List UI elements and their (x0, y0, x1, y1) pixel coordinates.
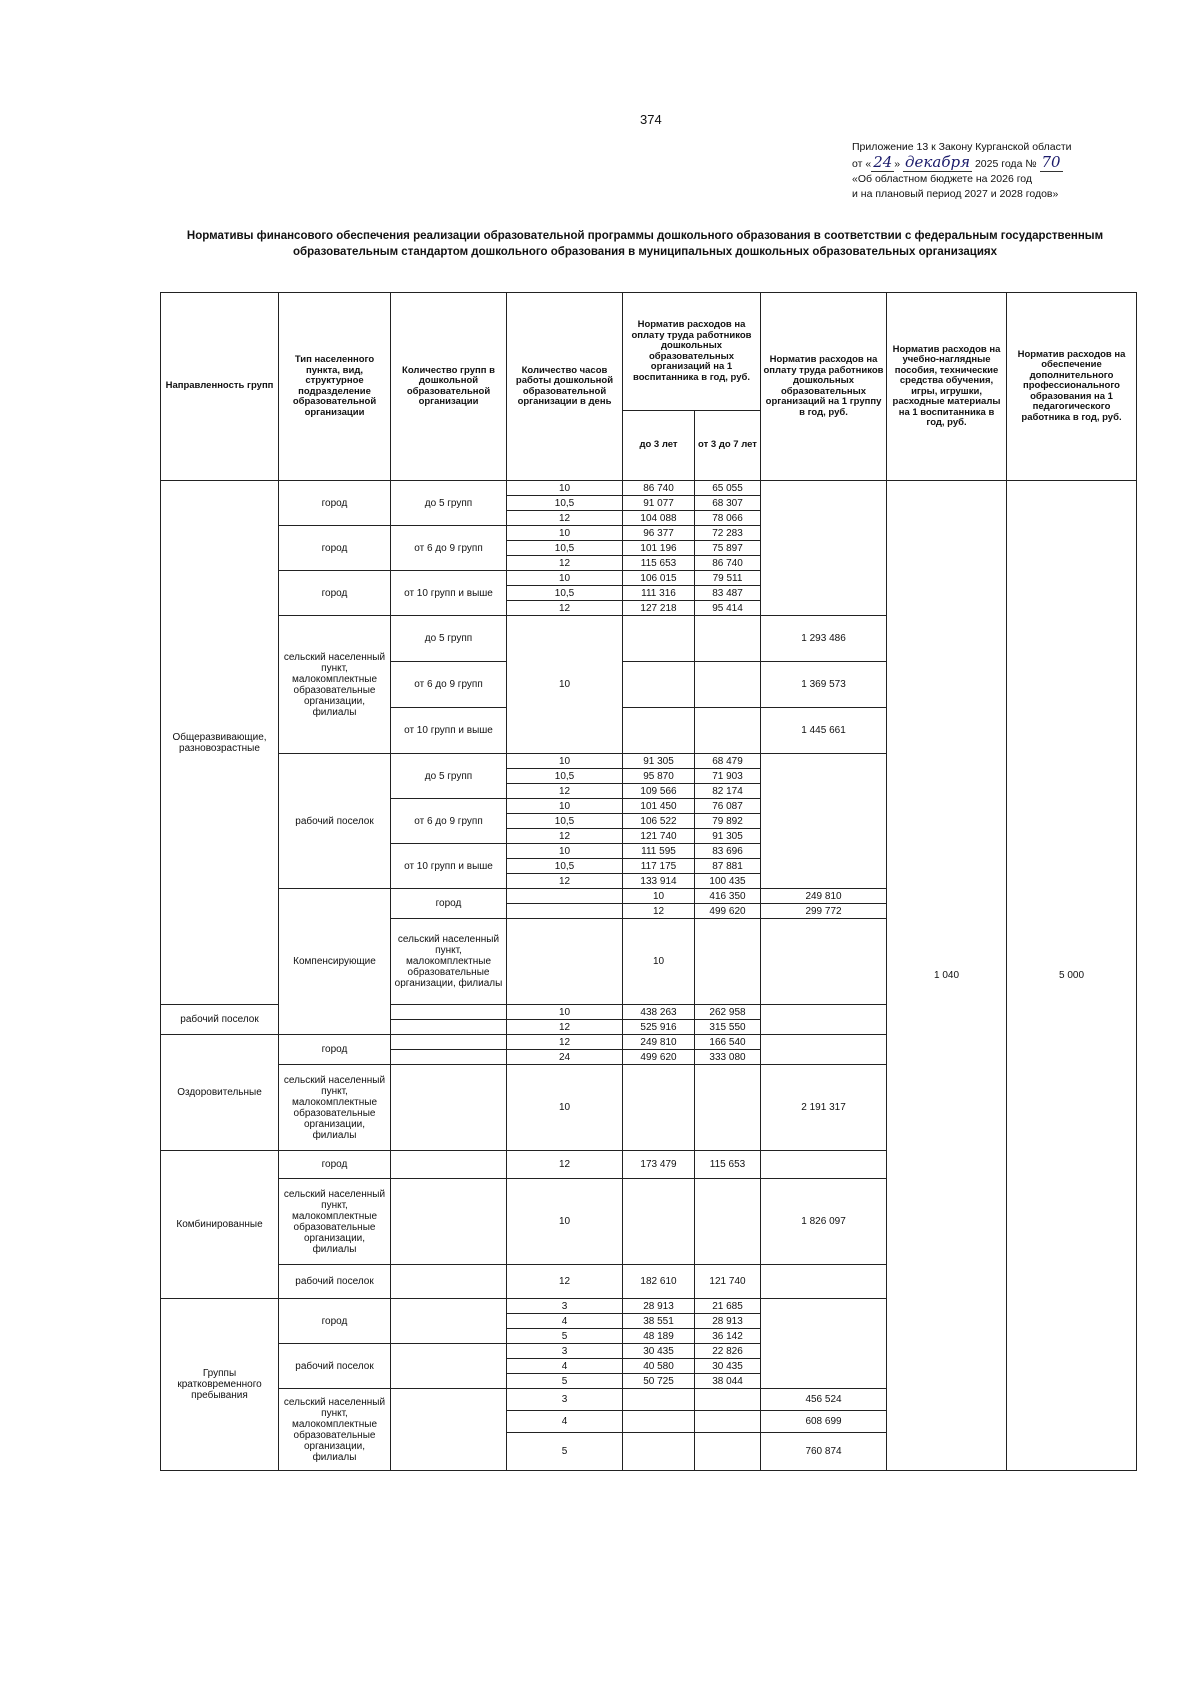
groups-empty (507, 904, 623, 919)
hours-cell: 3 (507, 1389, 623, 1411)
from3-cell: 78 066 (695, 511, 761, 526)
from3-empty (695, 1433, 761, 1471)
under3-empty (623, 1389, 695, 1411)
from3-cell: 262 958 (695, 1005, 761, 1020)
hours-cell: 3 (507, 1299, 623, 1314)
norms-table (160, 292, 1137, 1471)
per-group-empty (761, 1005, 887, 1035)
from3-cell: 86 740 (695, 556, 761, 571)
hours-cell: 12 (507, 1035, 623, 1050)
hours-cell: 10 (507, 844, 623, 859)
per-group-empty (761, 1151, 887, 1179)
hours-cell: 10 (507, 481, 623, 496)
from3-cell: 115 653 (695, 1151, 761, 1179)
hours-cell: 4 (507, 1411, 623, 1433)
from3-empty (695, 1411, 761, 1433)
per-group-empty (761, 481, 887, 616)
direction-combined: Комбинированные (161, 1151, 279, 1299)
from3-cell: 82 174 (695, 784, 761, 799)
hours-cell: 12 (507, 1265, 623, 1299)
under3-empty (623, 1433, 695, 1471)
groups-empty (391, 1344, 507, 1389)
per-group-cell: 2 191 317 (761, 1065, 887, 1151)
groups-empty (507, 919, 623, 1005)
from3-cell: 95 414 (695, 601, 761, 616)
under3-cell: 40 580 (623, 1359, 695, 1374)
settlement-rural: сельский населенный пункт, малокомплектные образовательные организации, филиалы (279, 1179, 391, 1265)
from3-cell: 87 881 (695, 859, 761, 874)
header-under-3: до 3 лет (623, 411, 695, 481)
from3-cell: 28 913 (695, 1314, 761, 1329)
under3-cell: 38 551 (623, 1314, 695, 1329)
handwritten-number: 70 (1041, 153, 1061, 171)
from3-cell: 166 540 (695, 1035, 761, 1050)
under3-cell: 182 610 (623, 1265, 695, 1299)
per-group-cell: 1 293 486 (761, 616, 887, 662)
from3-cell: 72 283 (695, 526, 761, 541)
from3-cell: 91 305 (695, 829, 761, 844)
hours-cell: 12 (507, 784, 623, 799)
under3-cell: 249 810 (623, 1035, 695, 1050)
hours-cell: 12 (507, 511, 623, 526)
under3-cell: 95 870 (623, 769, 695, 784)
groups-empty (391, 1265, 507, 1299)
per-group-empty (761, 1299, 887, 1389)
hours-cell: 24 (507, 1050, 623, 1065)
header-per-group: Норматив расходов на оплату труда работников дошкольных образовательных организаций на 1 группу в год, руб. (761, 293, 887, 481)
from3-cell: 36 142 (695, 1329, 761, 1344)
direction-health: Оздоровительные (161, 1035, 279, 1151)
hours-cell: 5 (507, 1374, 623, 1389)
from3-cell: 71 903 (695, 769, 761, 784)
hours-cell: 10,5 (507, 769, 623, 784)
header-additional-ed: Норматив расходов на обеспечение дополнительного профессионального образования на 1 педагогического работника в год, руб. (1007, 293, 1137, 481)
hours-cell: 10,5 (507, 496, 623, 511)
under3-cell: 106 522 (623, 814, 695, 829)
header-3-to-7: от 3 до 7 лет (695, 411, 761, 481)
under3-cell: 91 077 (623, 496, 695, 511)
groups-empty (391, 1151, 507, 1179)
from3-cell: 333 080 (695, 1050, 761, 1065)
header-hours: Количество часов работы дошкольной образовательной организации в день (507, 293, 623, 481)
from3-cell: 22 826 (695, 1344, 761, 1359)
appendix-line-4: и на плановый период 2027 и 2028 годов» (852, 188, 1059, 200)
under3-cell: 115 653 (623, 556, 695, 571)
appendix-header (852, 140, 1072, 202)
hours-cell: 10,5 (507, 859, 623, 874)
additional-ed-value: 5 000 (1007, 481, 1137, 1471)
groups-empty (391, 1005, 507, 1020)
under3-cell: 30 435 (623, 1344, 695, 1359)
from3-empty (695, 616, 761, 662)
hours-cell: 10 (507, 1065, 623, 1151)
hours-cell: 10 (507, 754, 623, 769)
under3-empty (623, 616, 695, 662)
handwritten-month: декабря (905, 153, 971, 171)
hours-cell: 3 (507, 1344, 623, 1359)
per-group-empty (761, 1035, 887, 1065)
direction-short-stay: Группы кратковременного пребывания (161, 1299, 279, 1471)
from3-cell: 249 810 (761, 889, 887, 904)
direction-general: Общеразвивающие, разновозрастные (161, 481, 279, 1005)
under3-empty (623, 1179, 695, 1265)
under3-cell: 109 566 (623, 784, 695, 799)
hours-cell: 10 (507, 616, 623, 754)
under3-empty (623, 1065, 695, 1151)
from3-cell: 79 511 (695, 571, 761, 586)
from3-cell: 100 435 (695, 874, 761, 889)
under3-cell: 48 189 (623, 1329, 695, 1344)
header-direction: Направленность групп (161, 293, 279, 481)
hours-cell: 10,5 (507, 586, 623, 601)
groups-empty (391, 1065, 507, 1151)
under3-cell: 133 914 (623, 874, 695, 889)
groups-empty (507, 889, 623, 904)
from3-cell: 83 487 (695, 586, 761, 601)
settlement-city: город (279, 1035, 391, 1065)
per-group-cell: 1 445 661 (761, 708, 887, 754)
under3-empty (623, 662, 695, 708)
hours-cell: 12 (507, 829, 623, 844)
groups-10plus: от 10 групп и выше (391, 708, 507, 754)
hours-cell: 12 (623, 904, 695, 919)
settlement-city: город (391, 889, 507, 919)
under3-empty (623, 1411, 695, 1433)
groups-10plus: от 10 групп и выше (391, 571, 507, 616)
under3-empty (695, 919, 761, 1005)
groups-to5: до 5 групп (391, 616, 507, 662)
under3-cell: 104 088 (623, 511, 695, 526)
groups-empty (391, 1389, 507, 1471)
settlement-city: город (279, 1151, 391, 1179)
from3-cell: 65 055 (695, 481, 761, 496)
settlement-village: рабочий поселок (279, 1344, 391, 1389)
settlement-city: город (279, 571, 391, 616)
from3-cell: 68 479 (695, 754, 761, 769)
hours-cell: 12 (507, 601, 623, 616)
from3-cell: 121 740 (695, 1265, 761, 1299)
groups-6to9: от 6 до 9 групп (391, 526, 507, 571)
groups-to5: до 5 групп (391, 481, 507, 526)
under3-cell: 101 450 (623, 799, 695, 814)
settlement-rural: сельский населенный пункт, малокомплектные образовательные организации, филиалы (279, 1389, 391, 1471)
settlement-city: город (279, 526, 391, 571)
from3-cell: 21 685 (695, 1299, 761, 1314)
under3-cell: 50 725 (623, 1374, 695, 1389)
under3-cell: 499 620 (623, 1050, 695, 1065)
from3-empty (761, 919, 887, 1005)
appendix-line-1: Приложение 13 к Закону Курганской области (852, 141, 1072, 153)
header-settlement: Тип населенного пункта, вид, структурное подразделение образовательной организации (279, 293, 391, 481)
from3-cell: 315 550 (695, 1020, 761, 1035)
header-groups: Количество групп в дошкольной образовательной организации (391, 293, 507, 481)
groups-empty (391, 1050, 507, 1065)
under3-cell: 127 218 (623, 601, 695, 616)
settlement-village: рабочий поселок (161, 1005, 279, 1035)
from3-empty (695, 1389, 761, 1411)
groups-6to9: от 6 до 9 групп (391, 799, 507, 844)
header-teaching-aids: Норматив расходов на учебно-наглядные пособия, технические средства обучения, игры, игрушки, расходные материалы на 1 воспитанника в год, руб. (887, 293, 1007, 481)
from3-empty (695, 1179, 761, 1265)
from3-cell: 83 696 (695, 844, 761, 859)
appendix-line-3: «Об областном бюджете на 2026 год (852, 173, 1033, 185)
hours-cell: 12 (507, 1151, 623, 1179)
settlement-city: город (279, 1299, 391, 1344)
under3-cell: 111 316 (623, 586, 695, 601)
under3-cell: 499 620 (695, 904, 761, 919)
per-group-cell: 760 874 (761, 1433, 887, 1471)
groups-6to9: от 6 до 9 групп (391, 662, 507, 708)
from3-cell: 76 087 (695, 799, 761, 814)
document-title: Нормативы финансового обеспечения реализации образовательной программы дошкольного образования в соответствии с федеральным государственным образовательным стандартом дошкольного образования в муниципальных дошкольных образовательных организациях (186, 230, 1104, 258)
handwritten-day: 24 (873, 153, 893, 171)
direction-compensating: Компенсирующие (279, 889, 391, 1035)
hours-cell: 4 (507, 1359, 623, 1374)
settlement-rural: сельский населенный пункт, малокомплектные образовательные организации, филиалы (391, 919, 507, 1005)
groups-empty (391, 1299, 507, 1344)
under3-cell: 525 916 (623, 1020, 695, 1035)
settlement-village: рабочий поселок (279, 1265, 391, 1299)
hours-cell: 12 (507, 556, 623, 571)
under3-cell: 86 740 (623, 481, 695, 496)
groups-10plus: от 10 групп и выше (391, 844, 507, 889)
hours-cell: 12 (507, 874, 623, 889)
under3-cell: 101 196 (623, 541, 695, 556)
groups-empty (391, 1035, 507, 1050)
hours-cell: 10 (507, 1179, 623, 1265)
settlement-rural: сельский населенный пункт, малокомплектные образовательные организации, филиалы (279, 1065, 391, 1151)
from3-cell: 30 435 (695, 1359, 761, 1374)
groups-empty (391, 1179, 507, 1265)
from3-cell: 38 044 (695, 1374, 761, 1389)
hours-cell: 10,5 (507, 541, 623, 556)
hours-cell: 12 (507, 1020, 623, 1035)
hours-cell: 10 (623, 889, 695, 904)
per-group-cell: 1 369 573 (761, 662, 887, 708)
teaching-aids-value: 1 040 (887, 481, 1007, 1471)
hours-cell: 10 (623, 919, 695, 1005)
from3-empty (695, 1065, 761, 1151)
under3-cell: 117 175 (623, 859, 695, 874)
settlement-rural: сельский населенный пункт, малокомплектные образовательные организации, филиалы (279, 616, 391, 754)
settlement-city: город (279, 481, 391, 526)
under3-cell: 121 740 (623, 829, 695, 844)
hours-cell: 10,5 (507, 814, 623, 829)
appendix-line-2: от « 24 » декабря 2025 года № 70 (852, 153, 1061, 171)
per-group-empty (761, 754, 887, 889)
from3-empty (695, 708, 761, 754)
hours-cell: 5 (507, 1329, 623, 1344)
per-group-cell: 456 524 (761, 1389, 887, 1411)
page-number: 374 (640, 112, 662, 127)
hours-cell: 10 (507, 1005, 623, 1020)
hours-cell: 10 (507, 571, 623, 586)
under3-cell: 416 350 (695, 889, 761, 904)
hours-cell: 10 (507, 799, 623, 814)
header-per-child: Норматив расходов на оплату труда работников дошкольных образовательных организаций на 1 воспитанника в год, руб. (623, 293, 761, 411)
settlement-village: рабочий поселок (279, 754, 391, 889)
under3-cell: 91 305 (623, 754, 695, 769)
from3-cell: 68 307 (695, 496, 761, 511)
under3-empty (623, 708, 695, 754)
hours-cell: 10 (507, 526, 623, 541)
from3-cell: 75 897 (695, 541, 761, 556)
hours-cell: 5 (507, 1433, 623, 1471)
from3-cell: 79 892 (695, 814, 761, 829)
groups-to5: до 5 групп (391, 754, 507, 799)
under3-cell: 28 913 (623, 1299, 695, 1314)
per-group-empty (761, 1265, 887, 1299)
per-group-cell: 1 826 097 (761, 1179, 887, 1265)
from3-cell: 299 772 (761, 904, 887, 919)
under3-cell: 438 263 (623, 1005, 695, 1020)
under3-cell: 111 595 (623, 844, 695, 859)
under3-cell: 173 479 (623, 1151, 695, 1179)
under3-cell: 96 377 (623, 526, 695, 541)
under3-cell: 106 015 (623, 571, 695, 586)
hours-cell: 4 (507, 1314, 623, 1329)
from3-empty (695, 662, 761, 708)
per-group-cell: 608 699 (761, 1411, 887, 1433)
groups-empty (391, 1020, 507, 1035)
